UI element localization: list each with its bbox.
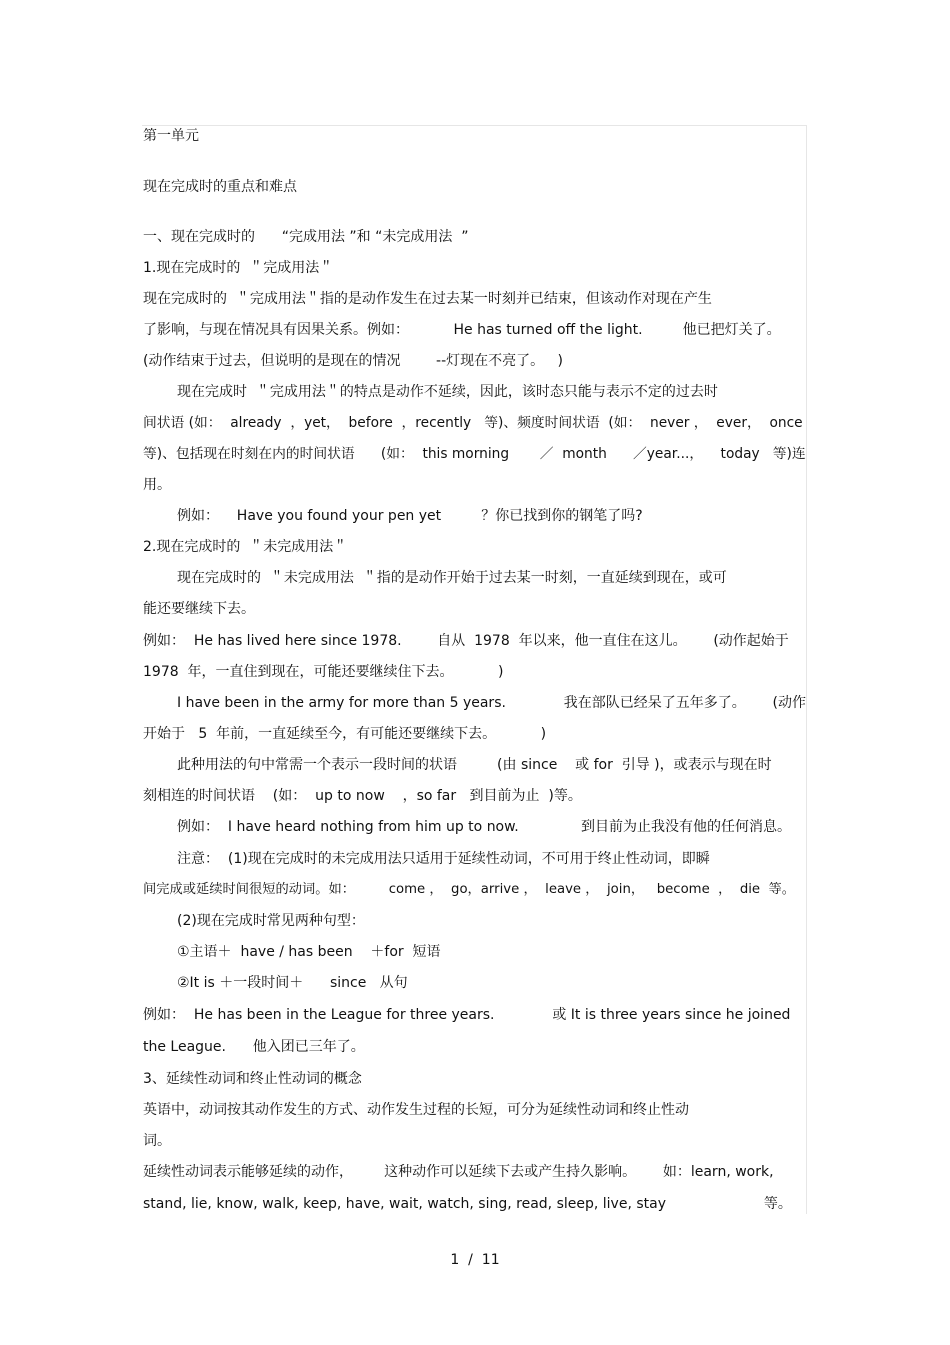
paragraph-line: 此种用法的句中常需一个表示一段时间的状语 (由 since 或 for 引导 )，或表示与现在时 [177,757,772,773]
example-line: 例如： He has lived here since 1978. 自从 1978 年以来，他一直住在这儿。 (动作起始于 [143,633,789,649]
paragraph-line: 延续性动词表示能够延续的动作， 这种动作可以延续下去或产生持久影响。 如：learn, work, [143,1164,774,1180]
paragraph-line: 刻相连的时间状语 (如： up to now ，so far 到目前为止 )等。 [143,788,582,804]
paragraph-line: 间状语 (如： already ，yet， before ，recently 等)、频度时间状语 (如： never ， ever， once [143,415,803,431]
point-3-heading: 3、延续性动词和终止性动词的概念 [143,1071,362,1087]
paragraph-line: 现在完成时 ＂完成用法＂的特点是动作不延续，因此，该时态只能与表示不定的过去时 [177,384,718,400]
point-1-heading: 1.现在完成时的 ＂完成用法＂ [143,260,334,276]
paragraph-line: 等)、包括现在时刻在内的时间状语 (如： this morning ／ month ／year...， today 等)连 [143,446,806,462]
point-2-heading: 2.现在完成时的 ＂未完成用法＂ [143,539,348,555]
paragraph-line: 英语中，动词按其动作发生的方式、动作发生过程的长短，可分为延续性动词和终止性动 [143,1102,689,1118]
page-number: 1 / 11 [450,1252,500,1268]
example-line: the League. 他入团已三年了。 [143,1039,365,1055]
note-line: (2)现在完成时常见两种句型： [177,913,365,929]
paragraph-line: 能还要继续下去。 [143,601,255,617]
paragraph-line: (动作结束于过去，但说明的是现在的情况 --灯现在不亮了。 ) [143,353,563,369]
note-line: 注意： (1)现在完成时的未完成用法只适用于延续性动词，不可用于终止性动词，即瞬 [177,851,710,867]
paragraph-line: 词。 [143,1133,171,1149]
example-line: 1978 年，一直住到现在，可能还要继续住下去。 ) [143,664,504,680]
note-line: 间完成或延续时间很短的动词。如： come ， go，arrive ， leave ， join， become ， die 等。 [143,882,796,897]
pattern-line: ②It is ＋一段时间＋ since 从句 [177,975,408,991]
subheading-1: 一、现在完成时的 “完成用法 ”和 “未完成用法 ” [143,229,469,245]
example-line: 开始于 5 年前，一直延续至今，有可能还要继续下去。 ) [143,726,547,742]
example-line: 例如： Have you found your pen yet ？你已找到你的钢笔了吗? [177,508,643,524]
paragraph-line: 用。 [143,477,171,493]
pattern-line: ①主语＋ have / has been ＋for 短语 [177,944,441,960]
section-heading: 现在完成时的重点和难点 [143,179,297,195]
example-line: 例如： He has been in the League for three years. 或 It is three years since he joined [143,1007,791,1023]
paragraph-line: 现在完成时的 ＂未完成用法 ＂指的是动作开始于过去某一时刻，一直延续到现在，或可 [177,570,727,586]
paragraph-line: stand, lie, know, walk, keep, have, wait, watch, sing, read, sleep, live, stay 等。 [143,1196,792,1212]
example-line: 例如： I have heard nothing from him up to now. 到目前为止我没有他的任何消息。 [177,819,792,835]
unit-title: 第一单元 [143,128,199,144]
paragraph-line: 现在完成时的 ＂完成用法＂指的是动作发生在过去某一时刻并已结束，但该动作对现在产生 [143,291,712,307]
example-line: I have been in the army for more than 5 years. 我在部队已经呆了五年多了。 (动作 [177,695,806,711]
paragraph-line: 了影响，与现在情况具有因果关系。例如： He has turned off the light. 他已把灯关了。 [143,322,781,338]
